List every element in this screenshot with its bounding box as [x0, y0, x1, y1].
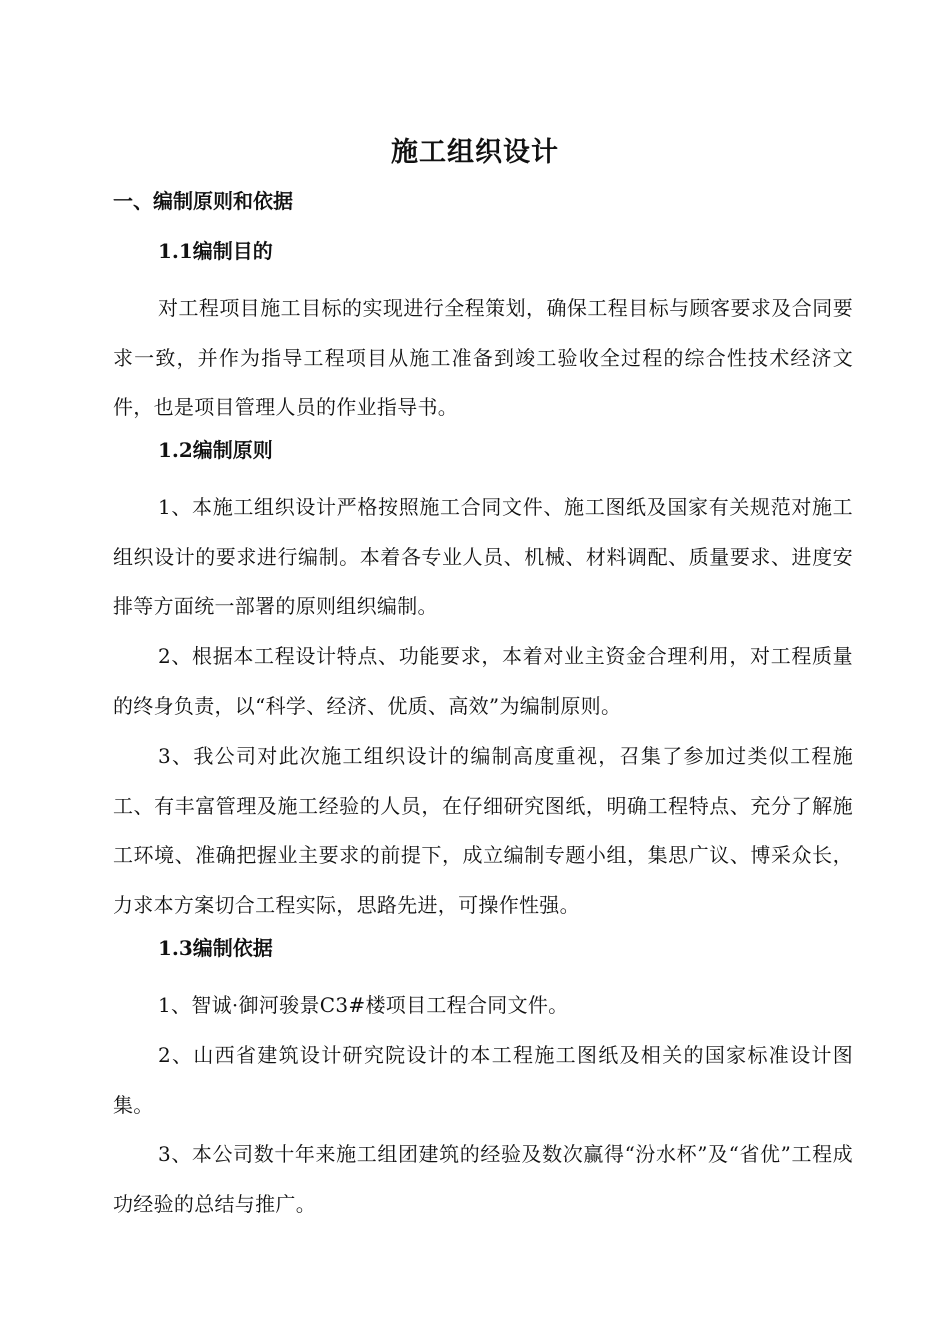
paragraph-principle-1: 1、本施工组织设计严格按照施工合同文件、施工图纸及国家有关规范对施工组织设计的要求进行编制。本着各专业人员、机械、材料调配、质量要求、进度安排等方面统一部署的原则组织编制。 — [113, 495, 853, 618]
document-title: 施工组织设计 — [391, 137, 559, 168]
subsection-heading-1-3: 1.3编制依据 — [158, 936, 273, 960]
paragraph-principle-2: 2、根据本工程设计特点、功能要求，本着对业主资金合理利用，对工程质量的终身负责，以“科学、经济、优质、高效”为编制原则。 — [113, 644, 853, 718]
paragraph-basis-1: 1、智诚·御河骏景C3#楼项目工程合同文件。 — [158, 993, 569, 1017]
paragraph-basis-3: 3、本公司数十年来施工组团建筑的经验及数次赢得“汾水杯”及“省优”工程成功经验的总结与推广。 — [113, 1142, 853, 1216]
subsection-heading-1-1: 1.1编制目的 — [158, 239, 273, 263]
paragraph-principle-3: 3、我公司对此次施工组织设计的编制高度重视，召集了参加过类似工程施工、有丰富管理及施工经验的人员，在仔细研究图纸，明确工程特点、充分了解施工环境、准确把握业主要求的前提下，成立编制专题小组，集思广议、博采众长，力求本方案切合工程实际，思路先进，可操作性强。 — [113, 744, 853, 917]
paragraph-purpose: 对工程项目施工目标的实现进行全程策划，确保工程目标与顾客要求及合同要求一致，并作为指导工程项目从施工准备到竣工验收全过程的综合性技术经济文件，也是项目管理人员的作业指导书。 — [113, 296, 853, 419]
paragraph-basis-2: 2、山西省建筑设计研究院设计的本工程施工图纸及相关的国家标准设计图集。 — [113, 1043, 853, 1117]
subsection-heading-1-2: 1.2编制原则 — [158, 438, 273, 462]
section-heading-1: 一、编制原则和依据 — [113, 189, 293, 213]
